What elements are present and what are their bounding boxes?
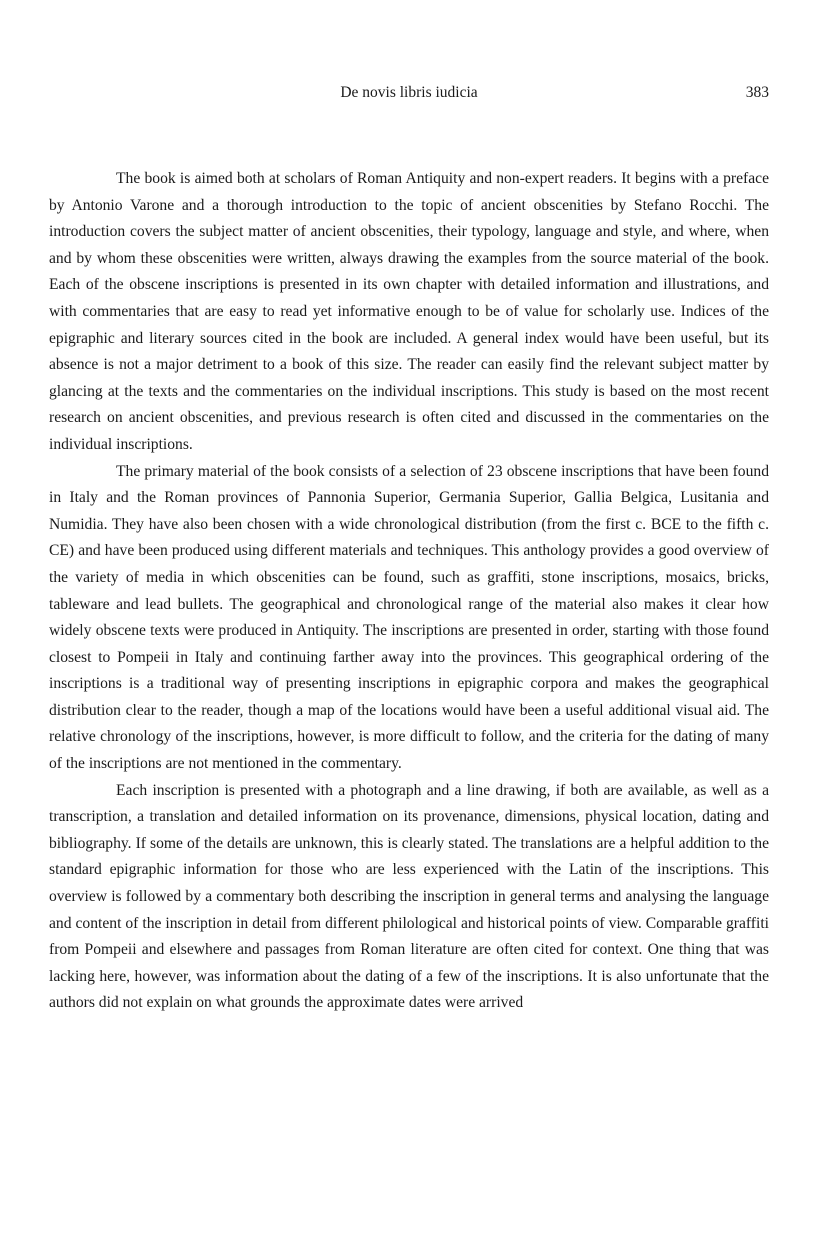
paragraph: Each inscription is presented with a photograph and a line drawing, if both are available, as well as a transcription, a translation and detailed information on its provenance, dimensions, physical location, dating and bibliography. If some of the details are unknown, this is clearly stated. The translations are a helpful addition to the standard epigraphic information for those who are less experienced with the Latin of the inscriptions. This overview is followed by a commentary both describing the inscription in general terms and analysing the language and content of the inscription in detail from different philological and historical points of view. Comparable graffiti from Pompeii and elsewhere and passages from Roman literature are often cited for context. One thing that was lacking here, however, was information about the dating of a few of the inscriptions. It is also unfortunate that the authors did not explain on what grounds the approximate dates were arrived (49, 781, 769, 1012)
running-header (49, 84, 769, 106)
paragraph: The primary material of the book consists of a selection of 23 obscene inscriptions that have been found in Italy and the Roman provinces of Pannonia Superior, Germania Superior, Gallia Belgica, Lusitania and Numidia. They have also been chosen with a wide chronological distribution (from the first c. BCE to the fifth c. CE) and have been produced using different materials and techniques. This anthology provides a good overview of the variety of media in which obscenities can be found, such as graffiti, stone inscriptions, mosaics, bricks, tableware and lead bullets. The geographical and chronological range of the material also makes it clear how widely obscene texts were produced in Antiquity. The inscriptions are presented in order, starting with those found closest to Pompeii in Italy and continuing farther away into the provinces. This geographical ordering of the inscriptions is a traditional way of presenting inscriptions in epigraphic corpora and makes the geographical distribution clear to the reader, though a map of the locations would have been a useful additional visual aid. The relative chronology of the inscriptions, however, is more difficult to follow, and the criteria for the dating of many of the inscriptions are not mentioned in the commentary. (49, 462, 769, 773)
running-title: De novis libris iudicia (340, 84, 478, 101)
page-number: 383 (745, 84, 769, 101)
body-text (49, 166, 769, 1017)
paragraph: The book is aimed both at scholars of Roman Antiquity and non-expert readers. It begins with a preface by Antonio Varone and a thorough introduction to the topic of ancient obscenities by Stefano Rocchi. The introduction covers the subject matter of ancient obscenities, their typology, language and style, and where, when and by whom these obscenities were written, always drawing the examples from the source material of the book. Each of the obscene inscriptions is presented in its own chapter with detailed information and illustrations, and with commentaries that are easy to read yet informative enough to be of value for scholarly use. Indices of the epigraphic and literary sources cited in the book are included. A general index would have been useful, but its absence is not a major detriment to a book of this size. The reader can easily find the relevant subject matter by glancing at the texts and the commentaries on the individual inscriptions. This study is based on the most recent research on ancient obscenities, and previous research is often cited and discussed in the commentaries on the individual inscriptions. (49, 170, 769, 453)
